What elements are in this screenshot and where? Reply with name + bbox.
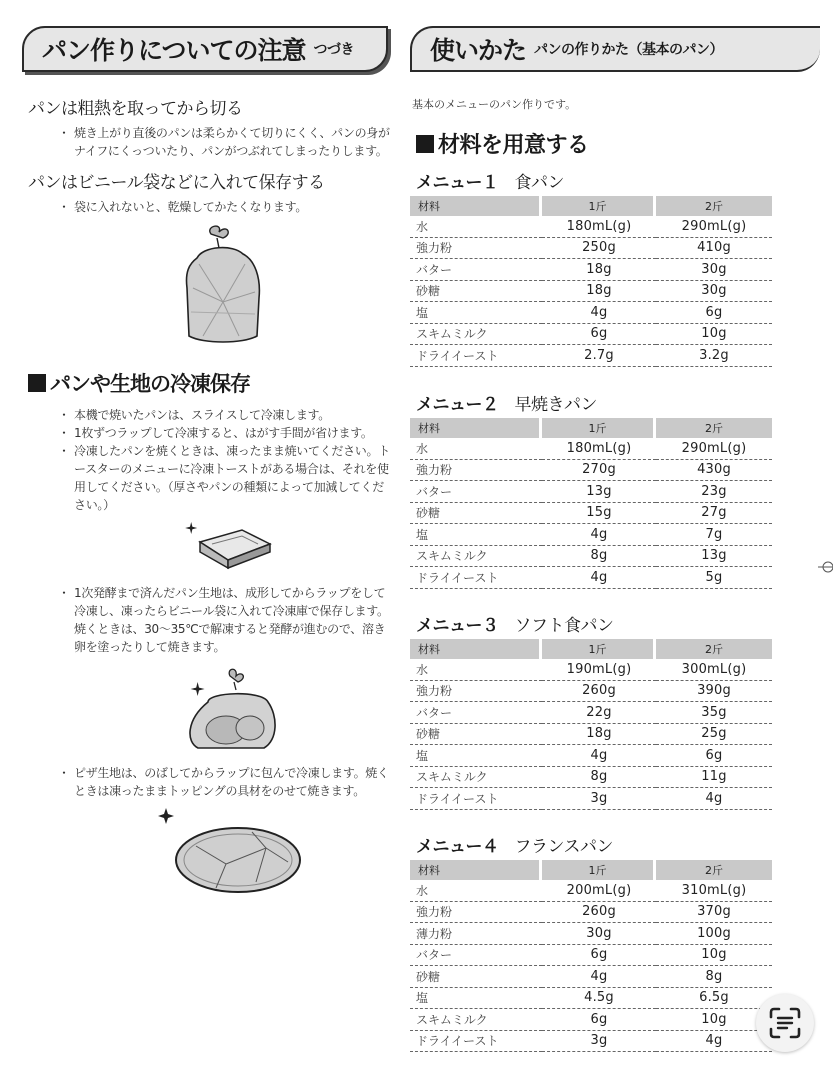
banner-title: パン作りについての注意 — [42, 36, 306, 65]
table-row: 塩 4g 6g — [410, 745, 772, 767]
table-row: 砂糖 15g 27g — [410, 503, 772, 525]
intro-text: 基本のメニューのパン作りです。 — [412, 98, 577, 111]
table-row: 砂糖 18g 25g — [410, 724, 772, 746]
table-row: 水 180mL(g) 290mL(g) — [410, 438, 772, 460]
scan-text-button[interactable] — [756, 994, 814, 1052]
black-square-icon — [28, 374, 46, 392]
table-row: ドライイースト 4g 5g — [410, 567, 772, 589]
menu-2-block — [410, 392, 772, 589]
frozen-dough-illustration — [28, 662, 390, 758]
table-row: ドライイースト 3g 4g — [410, 788, 772, 810]
bullet-item: ・ 本機で焼いたパンは、スライスして冷凍します。 — [28, 406, 390, 424]
section-banner-notes — [22, 26, 388, 72]
table-row: ドライイースト 2.7g 3.2g — [410, 345, 772, 367]
menu-title: メニュー４ フランスパン — [416, 837, 613, 857]
menu-title: メニュー２ 早焼きパン — [416, 395, 597, 415]
table-row: 水 200mL(g) 310mL(g) — [410, 880, 772, 902]
table-row: 砂糖 4g 8g — [410, 966, 772, 988]
table-row: スキムミルク 6g 10g — [410, 324, 772, 346]
bullet-item: ・ 1次発酵まで済んだパン生地は、成形してからラップをして冷凍し、凍ったらビニール袋に入れて冷凍庫で保存します。焼くときは、30～35℃で解凍すると発酵が進むので、溶き卵を塗ったりして焼きます。 — [28, 584, 390, 656]
table-row: スキムミルク 8g 13g — [410, 546, 772, 568]
bagged-bread-illustration — [28, 218, 390, 358]
registration-mark-icon — [818, 557, 833, 577]
table-row: バター 6g 10g — [410, 945, 772, 967]
table-row: 強力粉 260g 370g — [410, 902, 772, 924]
cut-heading: パンは粗熱を取ってから切る — [28, 99, 243, 119]
table-row: 塩 4g 7g — [410, 524, 772, 546]
table-row: バター 22g 35g — [410, 702, 772, 724]
banner-subtitle: パンの作りかた（基本のパン） — [534, 42, 724, 58]
recipe-table — [410, 860, 772, 1052]
table-row: 強力粉 270g 430g — [410, 460, 772, 482]
menu-3-block — [410, 613, 772, 810]
freeze-bullets-dough — [28, 584, 390, 656]
recipe-table — [410, 639, 772, 810]
banner-title: 使いかた — [430, 36, 527, 65]
table-row: バター 13g 23g — [410, 481, 772, 503]
store-bullets — [28, 198, 390, 216]
recipe-table — [410, 196, 772, 367]
bullet-item: ・ 焼き上がり直後のパンは柔らかくて切りにくく、パンの身がナイフにくっついたり、パンがつぶれてしまったりします。 — [28, 124, 390, 160]
frozen-slice-illustration — [28, 518, 390, 572]
table-header-row: 材料 1斤 2斤 — [410, 639, 772, 659]
table-row: 砂糖 18g 30g — [410, 281, 772, 303]
notes-column — [28, 94, 390, 896]
menu-4-block — [410, 834, 772, 1052]
table-row: バター 18g 30g — [410, 259, 772, 281]
table-row: ドライイースト 3g 4g — [410, 1031, 772, 1053]
table-row: 水 180mL(g) 290mL(g) — [410, 216, 772, 238]
section-banner-usage — [410, 26, 820, 72]
table-row: 水 190mL(g) 300mL(g) — [410, 659, 772, 681]
table-row: 塩 4g 6g — [410, 302, 772, 324]
menu-1-block — [410, 170, 772, 367]
banner-subtitle: つづき — [313, 42, 355, 58]
bullet-item: ・ 袋に入れないと、乾燥してかたくなります。 — [28, 198, 390, 216]
table-row: 薄力粉 30g 100g — [410, 923, 772, 945]
prep-heading: 材料を用意する — [416, 128, 589, 159]
menu-title: メニュー１ 食パン — [416, 173, 564, 193]
scan-text-icon — [768, 1006, 802, 1040]
cut-bullets — [28, 124, 390, 160]
bullet-item: ・ ピザ生地は、のばしてからラップに包んで冷凍します。焼くときは凍ったままトッピングの具材をのせて焼きます。 — [28, 764, 390, 800]
recipe-table — [410, 418, 772, 589]
menu-title: メニュー３ ソフト食パン — [416, 616, 614, 636]
table-header-row: 材料 1斤 2斤 — [410, 418, 772, 438]
bullet-item: ・ 1枚ずつラップして冷凍すると、はがす手間が省けます。 — [28, 424, 390, 442]
freeze-bullets-slices — [28, 406, 390, 514]
table-row: スキムミルク 6g 10g — [410, 1009, 772, 1031]
black-square-icon — [416, 135, 434, 153]
table-header-row: 材料 1斤 2斤 — [410, 860, 772, 880]
table-row: 強力粉 250g 410g — [410, 238, 772, 260]
bullet-item: ・ 冷凍したパンを焼くときは、凍ったまま焼いてください。トースターのメニューに冷凍トーストがある場合は、それを使用してください。（厚さやパンの種類によって加減してください。） — [28, 442, 390, 514]
table-row: 塩 4.5g 6.5g — [410, 988, 772, 1010]
table-header-row: 材料 1斤 2斤 — [410, 196, 772, 216]
freeze-bullets-pizza — [28, 764, 390, 800]
table-row: スキムミルク 8g 11g — [410, 767, 772, 789]
frozen-pizza-dough-illustration — [28, 804, 390, 896]
freeze-heading: パンや生地の冷凍保存 — [28, 368, 390, 398]
table-row: 強力粉 260g 390g — [410, 681, 772, 703]
store-heading: パンはビニール袋などに入れて保存する — [28, 173, 325, 193]
